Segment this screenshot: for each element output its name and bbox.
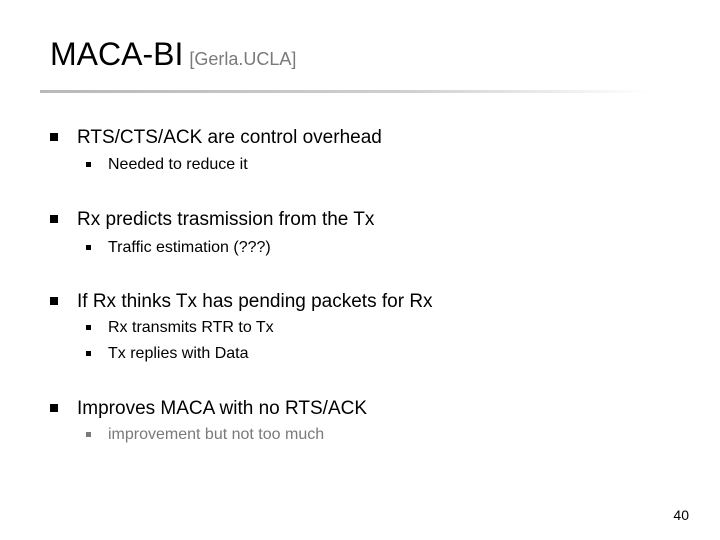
square-bullet-icon [86,162,91,167]
sub-bullet-text: Traffic estimation (???) [108,239,271,256]
square-bullet-icon [50,404,58,412]
title-source: [Gerla.UCLA] [189,49,297,69]
square-bullet-icon [86,432,91,437]
sub-bullet-text: Rx transmits RTR to Tx [108,319,274,336]
bullet-text: If Rx thinks Tx has pending packets for Rx [77,291,433,312]
square-bullet-icon [50,133,58,141]
square-bullet-icon [86,245,91,250]
bullet-text: RTS/CTS/ACK are control overhead [77,127,382,148]
square-bullet-icon [50,215,58,223]
title-divider [40,90,650,93]
square-bullet-icon [50,297,58,305]
bullet-text: Rx predicts trasmission from the Tx [77,209,375,230]
sub-bullet-text: Needed to reduce it [108,156,248,173]
page-number: 40 [673,507,689,523]
square-bullet-icon [86,351,91,356]
title-main: MACA-BI [50,36,184,72]
sub-bullet-text: Tx replies with Data [108,345,249,362]
bullet-text: Improves MACA with no RTS/ACK [77,398,368,419]
sub-bullet-text: improvement but not too much [108,426,325,443]
square-bullet-icon [86,325,91,330]
slide-title [50,38,296,70]
